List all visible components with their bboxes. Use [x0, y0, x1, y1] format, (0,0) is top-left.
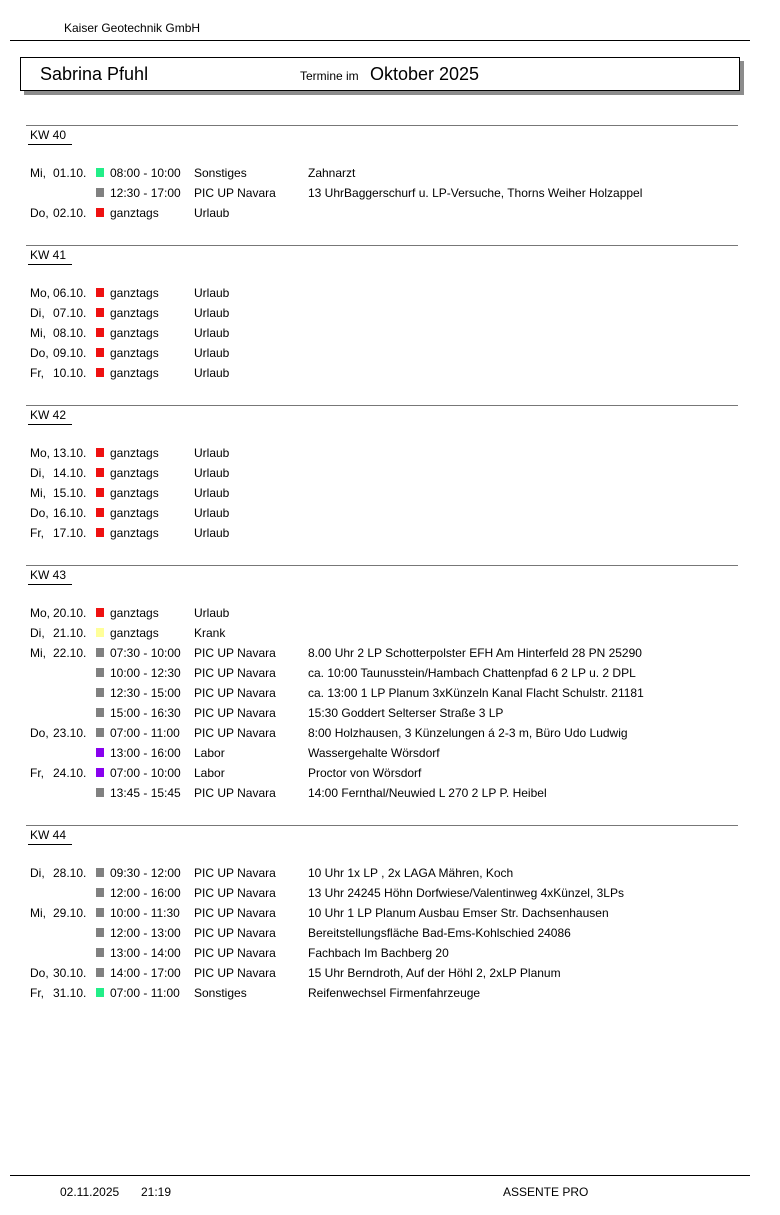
category-color-swatch — [96, 328, 104, 337]
category: Urlaub — [194, 206, 230, 220]
appointment-row — [0, 986, 780, 1006]
description: 14:00 Fernthal/Neuwied L 270 2 LP P. Heibel — [308, 786, 547, 800]
appointment-row — [0, 166, 780, 186]
weekday: Fr, — [30, 526, 44, 540]
description: Zahnarzt — [308, 166, 356, 180]
weekday: Do, — [30, 346, 49, 360]
time-range: ganztags — [110, 446, 159, 460]
category: Urlaub — [194, 366, 230, 380]
weekday: Mi, — [30, 166, 46, 180]
category-color-swatch — [96, 748, 104, 757]
appointment-row — [0, 306, 780, 326]
time-range: 07:00 - 11:00 — [110, 726, 180, 740]
time-range: ganztags — [110, 206, 159, 220]
appointment-row — [0, 706, 780, 726]
date: 20.10. — [53, 606, 87, 620]
category-color-swatch — [96, 468, 104, 477]
category: Urlaub — [194, 326, 230, 340]
appointment-row — [0, 206, 780, 226]
appointment-row — [0, 466, 780, 486]
company-name: Kaiser Geotechnik GmbH — [64, 21, 201, 35]
appointment-row — [0, 526, 780, 546]
week-section — [0, 825, 780, 1006]
time-range: 10:00 - 12:30 — [110, 666, 181, 680]
date: 16.10. — [53, 506, 87, 520]
weekday: Mo, — [30, 606, 51, 620]
time-range: ganztags — [110, 506, 159, 520]
category: PIC UP Navara — [194, 666, 276, 680]
print-time: 21:19 — [141, 1185, 172, 1199]
date: 29.10. — [53, 906, 87, 920]
category-color-swatch — [96, 508, 104, 517]
description: Wassergehalte Wörsdorf — [308, 746, 440, 760]
date: 15.10. — [53, 486, 87, 500]
week-label-underline — [28, 844, 72, 845]
category: PIC UP Navara — [194, 726, 276, 740]
appointment-row — [0, 646, 780, 666]
date: 28.10. — [53, 866, 87, 880]
category-color-swatch — [96, 188, 104, 197]
category-color-swatch — [96, 368, 104, 377]
week-section — [0, 125, 780, 226]
time-range: ganztags — [110, 346, 159, 360]
date: 23.10. — [53, 726, 87, 740]
appointment-row — [0, 186, 780, 206]
week-label-underline — [28, 264, 72, 265]
weekday: Di, — [30, 466, 45, 480]
description: Bereitstellungsfläche Bad-Ems-Kohlschied 24086 — [308, 926, 571, 940]
week-label: KW 41 — [30, 248, 67, 262]
title-prefix: Termine im — [300, 69, 359, 83]
category-color-swatch — [96, 528, 104, 537]
category: PIC UP Navara — [194, 686, 276, 700]
category: PIC UP Navara — [194, 786, 276, 800]
description: 13 UhrBaggerschurf u. LP-Versuche, Thorns Weiher Holzappel — [308, 186, 643, 200]
appointment-row — [0, 486, 780, 506]
category-color-swatch — [96, 308, 104, 317]
description: Proctor von Wörsdorf — [308, 766, 422, 780]
week-divider — [26, 565, 738, 566]
week-section — [0, 405, 780, 546]
appointment-row — [0, 886, 780, 906]
time-range: 07:00 - 10:00 — [110, 766, 181, 780]
weekday: Mi, — [30, 486, 46, 500]
category-color-swatch — [96, 968, 104, 977]
category: Urlaub — [194, 606, 230, 620]
date: 02.10. — [53, 206, 87, 220]
week-label: KW 43 — [30, 568, 67, 582]
week-label-underline — [28, 584, 72, 585]
appointment-row — [0, 766, 780, 786]
time-range: ganztags — [110, 526, 159, 540]
weekday: Di, — [30, 626, 45, 640]
appointment-row — [0, 666, 780, 686]
time-range: 10:00 - 11:30 — [110, 906, 180, 920]
time-range: 14:00 - 17:00 — [110, 966, 181, 980]
category-color-swatch — [96, 608, 104, 617]
time-range: ganztags — [110, 466, 159, 480]
week-label-underline — [28, 424, 72, 425]
weekday: Do, — [30, 726, 49, 740]
appointment-row — [0, 686, 780, 706]
week-label: KW 42 — [30, 408, 67, 422]
description: ca. 10:00 Taunusstein/Hambach Chattenpfad 6 2 LP u. 2 DPL — [308, 666, 636, 680]
week-divider — [26, 245, 738, 246]
week-label: KW 44 — [30, 828, 67, 842]
date: 22.10. — [53, 646, 87, 660]
category: Urlaub — [194, 286, 230, 300]
time-range: 07:00 - 11:00 — [110, 986, 180, 1000]
category: Labor — [194, 766, 225, 780]
category: PIC UP Navara — [194, 926, 276, 940]
category: PIC UP Navara — [194, 946, 276, 960]
week-label-underline — [28, 144, 72, 145]
appointment-row — [0, 866, 780, 886]
week-divider — [26, 125, 738, 126]
weekday: Mi, — [30, 906, 46, 920]
appointment-row — [0, 906, 780, 926]
time-range: ganztags — [110, 306, 159, 320]
time-range: 13:00 - 14:00 — [110, 946, 181, 960]
date: 31.10. — [53, 986, 87, 1000]
category-color-swatch — [96, 948, 104, 957]
category-color-swatch — [96, 988, 104, 997]
category-color-swatch — [96, 668, 104, 677]
category-color-swatch — [96, 448, 104, 457]
category-color-swatch — [96, 908, 104, 917]
time-range: 12:30 - 15:00 — [110, 686, 181, 700]
appointment-row — [0, 366, 780, 386]
app-name: ASSENTE PRO — [503, 1185, 589, 1199]
weekday: Fr, — [30, 986, 44, 1000]
date: 24.10. — [53, 766, 87, 780]
weekday: Mo, — [30, 286, 51, 300]
time-range: 07:30 - 10:00 — [110, 646, 181, 660]
time-range: 08:00 - 10:00 — [110, 166, 181, 180]
appointment-row — [0, 966, 780, 986]
title-month: Oktober 2025 — [370, 64, 480, 84]
description: Fachbach Im Bachberg 20 — [308, 946, 449, 960]
appointment-row — [0, 926, 780, 946]
time-range: ganztags — [110, 326, 159, 340]
appointment-row — [0, 506, 780, 526]
category-color-swatch — [96, 628, 104, 637]
description: ca. 13:00 1 LP Planum 3xKünzeln Kanal Flacht Schulstr. 21181 — [308, 686, 644, 700]
category: PIC UP Navara — [194, 886, 276, 900]
title-box — [20, 57, 740, 91]
weekday: Mo, — [30, 446, 51, 460]
person-name: Sabrina Pfuhl — [40, 64, 149, 84]
week-section — [0, 245, 780, 386]
time-range: 12:00 - 16:00 — [110, 886, 181, 900]
time-range: ganztags — [110, 606, 159, 620]
category: PIC UP Navara — [194, 906, 276, 920]
weekday: Fr, — [30, 766, 44, 780]
date: 10.10. — [53, 366, 87, 380]
weekday: Do, — [30, 966, 49, 980]
category: Urlaub — [194, 486, 230, 500]
date: 07.10. — [53, 306, 87, 320]
date: 09.10. — [53, 346, 87, 360]
weekday: Do, — [30, 506, 49, 520]
footer-rule — [10, 1175, 750, 1176]
category-color-swatch — [96, 788, 104, 797]
description: 10 Uhr 1 LP Planum Ausbau Emser Str. Dachsenhausen — [308, 906, 609, 920]
date: 17.10. — [53, 526, 87, 540]
category-color-swatch — [96, 288, 104, 297]
appointment-row — [0, 346, 780, 366]
description: 13 Uhr 24245 Höhn Dorfwiese/Valentinweg 4xKünzel, 3LPs — [308, 886, 624, 900]
description: 8.00 Uhr 2 LP Schotterpolster EFH Am Hinterfeld 28 PN 25290 — [308, 646, 642, 660]
date: 30.10. — [53, 966, 87, 980]
appointment-row — [0, 286, 780, 306]
category: Sonstiges — [194, 166, 247, 180]
time-range: 09:30 - 12:00 — [110, 866, 181, 880]
date: 13.10. — [53, 446, 87, 460]
date: 14.10. — [53, 466, 87, 480]
category: Krank — [194, 626, 226, 640]
appointment-row — [0, 946, 780, 966]
week-divider — [26, 825, 738, 826]
appointment-row — [0, 626, 780, 646]
category: Urlaub — [194, 466, 230, 480]
weekday: Di, — [30, 306, 45, 320]
time-range: 15:00 - 16:30 — [110, 706, 181, 720]
category: Urlaub — [194, 446, 230, 460]
description: 15 Uhr Berndroth, Auf der Höhl 2, 2xLP Planum — [308, 966, 561, 980]
time-range: 13:00 - 16:00 — [110, 746, 181, 760]
weekday: Fr, — [30, 366, 44, 380]
category-color-swatch — [96, 208, 104, 217]
weekday: Mi, — [30, 646, 46, 660]
category: Urlaub — [194, 526, 230, 540]
week-section — [0, 565, 780, 806]
category-color-swatch — [96, 728, 104, 737]
appointment-row — [0, 726, 780, 746]
date: 01.10. — [53, 166, 87, 180]
week-label: KW 40 — [30, 128, 67, 142]
category: Urlaub — [194, 506, 230, 520]
time-range: 13:45 - 15:45 — [110, 786, 181, 800]
appointment-row — [0, 786, 780, 806]
description: 10 Uhr 1x LP , 2x LAGA Mähren, Koch — [308, 866, 514, 880]
category: Sonstiges — [194, 986, 247, 1000]
category: Urlaub — [194, 346, 230, 360]
category-color-swatch — [96, 488, 104, 497]
time-range: ganztags — [110, 286, 159, 300]
category: PIC UP Navara — [194, 186, 276, 200]
weekday: Do, — [30, 206, 49, 220]
category-color-swatch — [96, 928, 104, 937]
date: 06.10. — [53, 286, 87, 300]
appointment-row — [0, 606, 780, 626]
time-range: 12:30 - 17:00 — [110, 186, 181, 200]
appointment-row — [0, 746, 780, 766]
category: Labor — [194, 746, 225, 760]
category: PIC UP Navara — [194, 866, 276, 880]
appointment-row — [0, 326, 780, 346]
print-date: 02.11.2025 — [60, 1185, 120, 1199]
category-color-swatch — [96, 868, 104, 877]
description: Reifenwechsel Firmenfahrzeuge — [308, 986, 481, 1000]
category: PIC UP Navara — [194, 646, 276, 660]
category-color-swatch — [96, 688, 104, 697]
week-divider — [26, 405, 738, 406]
appointment-row — [0, 446, 780, 466]
time-range: ganztags — [110, 486, 159, 500]
category-color-swatch — [96, 348, 104, 357]
weekday: Di, — [30, 866, 45, 880]
category: Urlaub — [194, 306, 230, 320]
category: PIC UP Navara — [194, 966, 276, 980]
weekday: Mi, — [30, 326, 46, 340]
category-color-swatch — [96, 768, 104, 777]
category-color-swatch — [96, 708, 104, 717]
time-range: 12:00 - 13:00 — [110, 926, 181, 940]
category-color-swatch — [96, 168, 104, 177]
category-color-swatch — [96, 888, 104, 897]
header-rule — [10, 40, 750, 41]
time-range: ganztags — [110, 366, 159, 380]
date: 21.10. — [53, 626, 87, 640]
description: 8:00 Holzhausen, 3 Künzelungen á 2-3 m, Büro Udo Ludwig — [308, 726, 628, 740]
time-range: ganztags — [110, 626, 159, 640]
description: 15:30 Goddert Selterser Straße 3 LP — [308, 706, 504, 720]
category: PIC UP Navara — [194, 706, 276, 720]
category-color-swatch — [96, 648, 104, 657]
date: 08.10. — [53, 326, 87, 340]
